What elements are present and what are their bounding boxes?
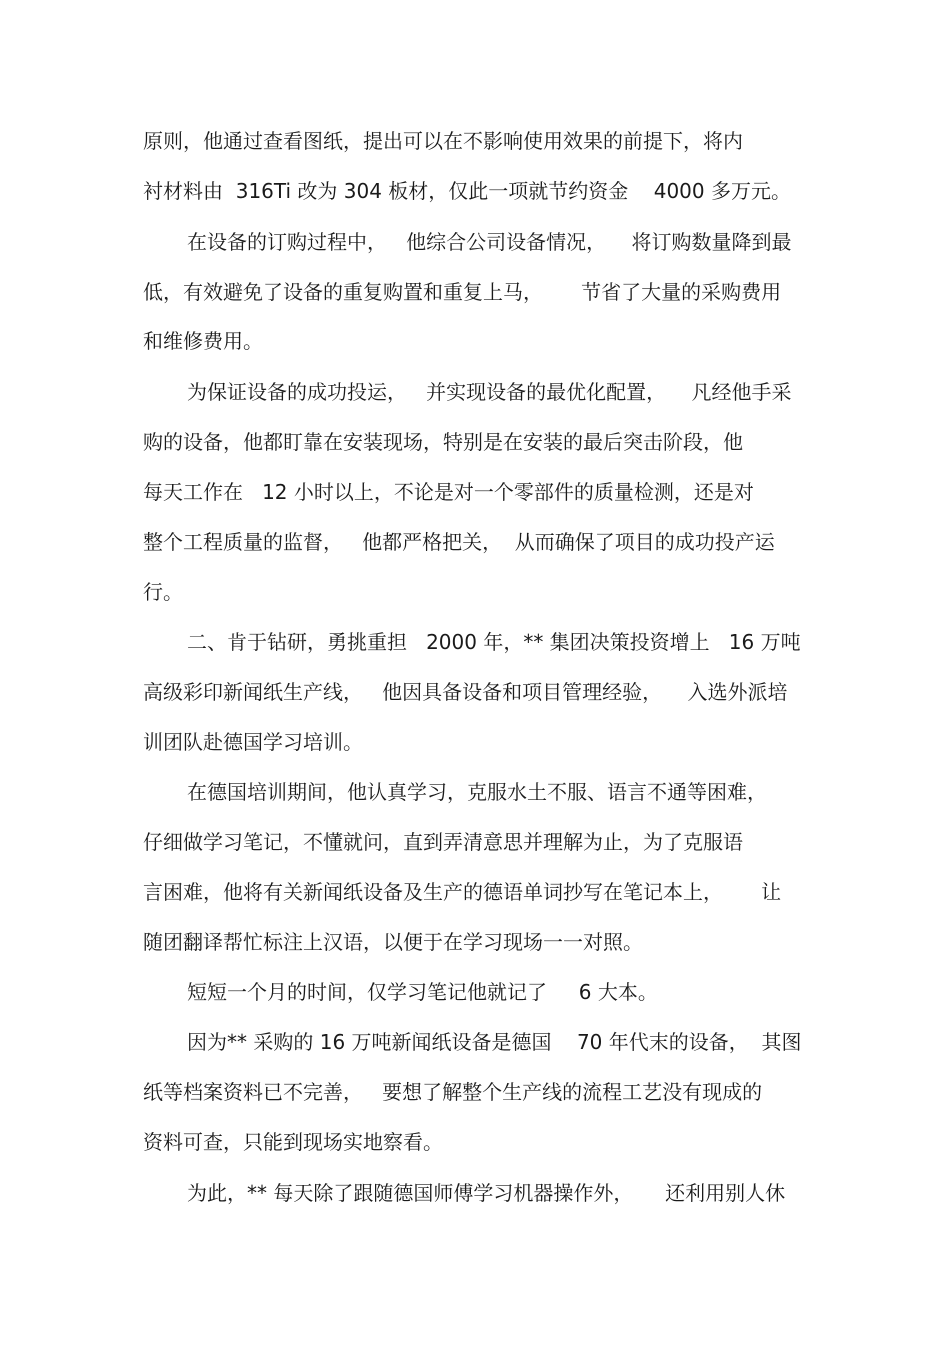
text-line: 随团翻译帮忙标注上汉语，以便于在学习现场一一对照。 [143,930,643,954]
text-line: 整个工程质量的监督， 他都严格把关， 从而确保了项目的成功投产运 [143,530,775,554]
text-line: 为保证设备的成功投运， 并实现设备的最优化配置， 凡经他手采 [187,380,792,404]
text-line: 为此，** 每天除了跟随德国师傅学习机器操作外， 还利用别人休 [187,1181,786,1205]
text-line: 在德国培训期间，他认真学习，克服水土不服、语言不通等困难， [187,780,767,804]
text-line: 高级彩印新闻纸生产线， 他因具备设备和项目管理经验， 入选外派培 [143,680,788,704]
text-line: 因为** 采购的 16 万吨新闻纸设备是德国 70 年代末的设备， 其图 [187,1030,802,1054]
text-line: 纸等档案资料已不完善， 要想了解整个生产线的流程工艺没有现成的 [143,1080,763,1104]
text-line: 在设备的订购过程中， 他综合公司设备情况， 将订购数量降到最 [187,230,792,254]
text-line: 购的设备，他都盯靠在安装现场，特别是在安装的最后突击阶段，他 [143,430,743,454]
text-line: 每天工作在 12 小时以上，不论是对一个零部件的质量检测，还是对 [143,480,754,504]
text-line: 原则，他通过查看图纸，提出可以在不影响使用效果的前提下，将内 [143,129,743,153]
text-line: 低，有效避免了设备的重复购置和重复上马， 节省了大量的采购费用 [143,280,782,304]
text-line: 训团队赴德国学习培训。 [143,730,363,754]
text-line: 和维修费用。 [143,329,263,353]
text-line: 短短一个月的时间，仅学习笔记他就记了 6 大本。 [187,980,658,1004]
text-line: 仔细做学习笔记，不懂就问，直到弄清意思并理解为止，为了克服语 [143,830,743,854]
text-line: 衬材料由 316Ti 改为 304 板材，仅此一项就节约资金 4000 多万元。 [143,179,791,203]
text-line: 行。 [143,580,183,604]
section-heading-line: 二、肯于钻研，勇挑重担 2000 年，** 集团决策投资增上 16 万吨 [187,630,801,654]
text-line: 资料可查，只能到现场实地察看。 [143,1130,443,1154]
text-line: 言困难，他将有关新闻纸设备及生产的德语单词抄写在笔记本上， 让 [143,880,782,904]
